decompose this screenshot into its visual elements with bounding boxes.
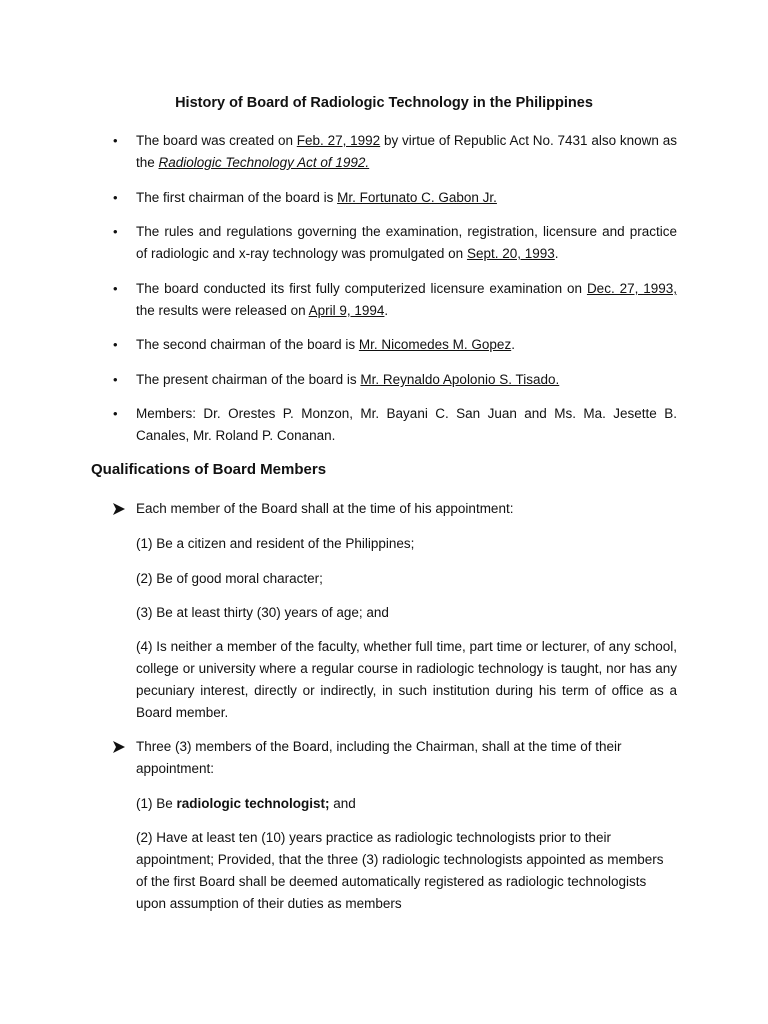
qualification-intro-three-members: Three (3) members of the Board, including the Chairman, shall at the time of their appointment: (136, 739, 622, 776)
history-item-present-chairman (136, 369, 677, 391)
text: The present chairman of the board is (136, 372, 361, 387)
history-item-rules (136, 221, 677, 265)
text: . (384, 303, 389, 318)
text: the results were released on (136, 303, 309, 318)
bullet-marker: • (113, 190, 118, 205)
text: The first chairman of the board is (136, 190, 338, 205)
creation-date: Feb. 27, 1992 (296, 133, 381, 148)
bullet-marker: • (113, 337, 118, 352)
bullet-marker: • (113, 133, 118, 148)
history-item-first-chairman (136, 187, 677, 209)
qualification-item: (1) Be a citizen and resident of the Philippines; (136, 536, 415, 551)
act-name: Radiologic Technology Act of 1992. (158, 155, 370, 170)
present-chairman-name: Mr. Reynaldo Apolonio S. Tisado. (360, 372, 560, 387)
qualification-item: (3) Be at least thirty (30) years of age; and (136, 605, 389, 620)
history-item-second-chairman (136, 334, 677, 356)
text: (1) Be (136, 796, 177, 811)
bullet-marker: • (113, 281, 118, 296)
bullet-marker: • (113, 224, 118, 239)
qualification-item: (2) Be of good moral character; (136, 571, 323, 586)
arrow-bullet-icon (112, 502, 126, 516)
qualifications-heading: Qualifications of Board Members (91, 461, 327, 478)
bullet-marker: • (113, 406, 118, 421)
promulgation-date: Sept. 20, 1993 (466, 246, 555, 261)
emphasis-text: radiologic technologist; (176, 796, 330, 811)
text: by virtue of Republic Act No. 7431 also known as the (136, 133, 677, 170)
history-item-creation (136, 130, 677, 174)
page-title: History of Board of Radiologic Technology in the Philippines (175, 95, 593, 111)
text: . (511, 337, 515, 352)
qualification-item: (2) Have at least ten (10) years practice as radiologic technologists prior to their appointment; Provided, that the three (3) radiologic technologists appointed as members of the first Board shall be deemed automatically registered as radiologic technologists upon assumption of their duties as members (136, 830, 664, 911)
history-item-members: Members: Dr. Orestes P. Monzon, Mr. Bayani C. San Juan and Ms. Ma. Jesette B. Canales, Mr. Roland P. Conanan. (136, 406, 677, 443)
text: The rules and regulations governing the examination, registration, licensure and practice of radiologic and x-ray technology was promulgated on (136, 224, 677, 261)
arrow-bullet-icon (112, 740, 126, 754)
qualification-item (136, 793, 677, 815)
text: The second chairman of the board is (136, 337, 359, 352)
text: and (329, 796, 356, 811)
text: The board was created on (136, 133, 297, 148)
second-chairman-name: Mr. Nicomedes M. Gopez (358, 337, 512, 352)
exam-date: Dec. 27, 1993, (586, 281, 677, 296)
qualification-item: (4) Is neither a member of the faculty, whether full time, part time or lecturer, of any school, college or university where a regular course in radiologic technology is taught, nor has any pecuniary interest, directly or indirectly, in such institution during his term of office as a Board member. (136, 639, 677, 720)
text: . (554, 246, 559, 261)
results-date: April 9, 1994 (308, 303, 385, 318)
text: The board conducted its first fully computerized licensure examination on (136, 281, 587, 296)
first-chairman-name: Mr. Fortunato C. Gabon Jr. (337, 190, 497, 205)
history-item-first-exam (136, 278, 677, 322)
qualification-intro-all-members: Each member of the Board shall at the time of his appointment: (136, 501, 514, 516)
bullet-marker: • (113, 372, 118, 387)
